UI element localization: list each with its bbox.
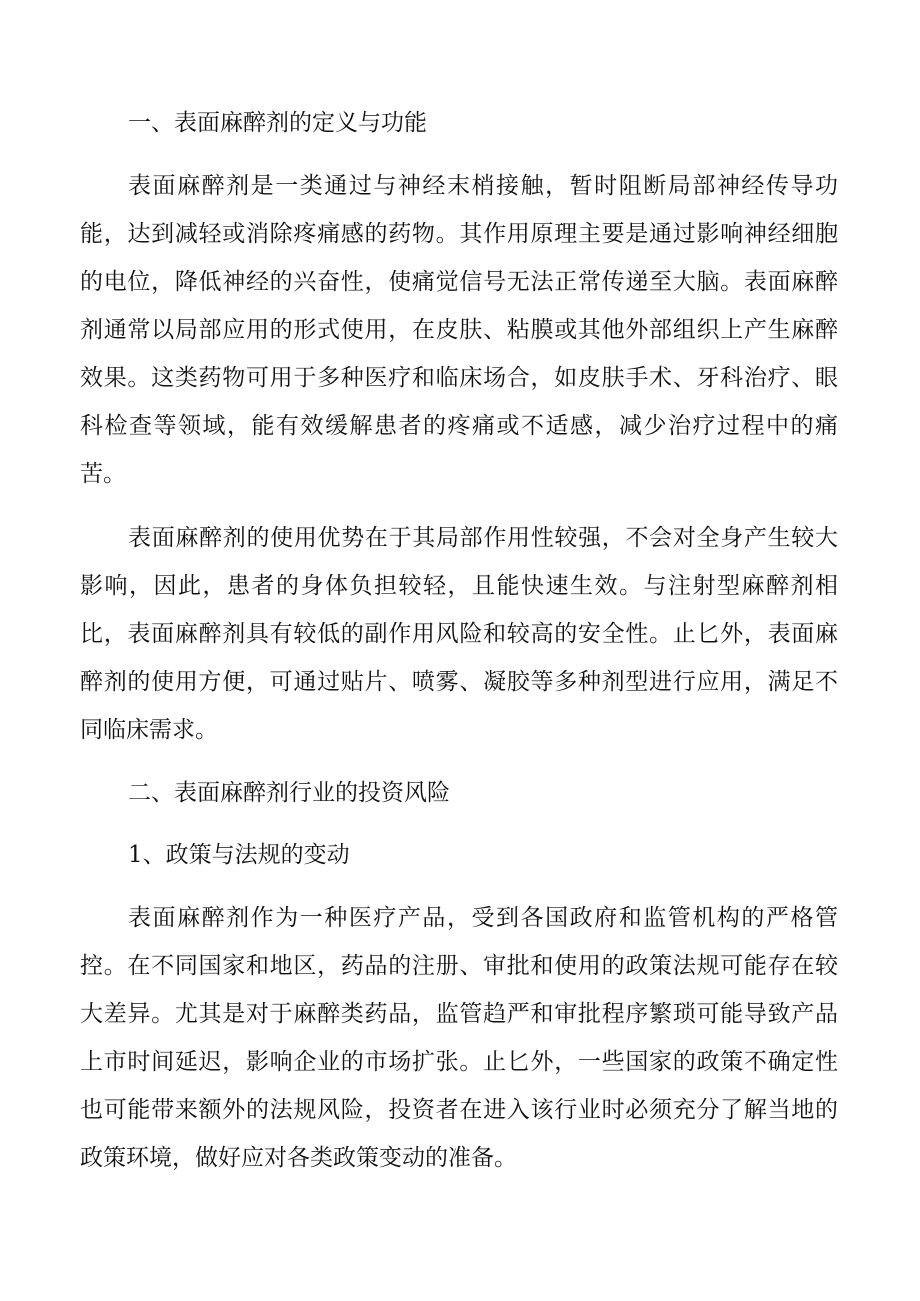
- section-heading-definition: 一、表面麻醉剂的定义与功能: [128, 110, 427, 136]
- paragraph-definition: 表面麻醉剂是一类通过与神经末梢接触，暂时阻断局部神经传导功能，达到减轻或消除疼痛感的药物。其作用原理主要是通过影响神经细胞的电位，降低神经的兴奋性，使痛觉信号无法正常传递至大脑。表面麻醉剂通常以局部应用的形式使用，在皮肤、粘膜或其他外部组织上产生麻醉效果。这类药物可用于多种医疗和临床场合，如皮肤手术、牙科治疗、眼科检查等领域，能有效缓解患者的疼痛或不适感，减少治疗过程中的痛苦。: [80, 173, 838, 487]
- paragraph-advantages: 表面麻醉剂的使用优势在于其局部作用性较强，不会对全身产生较大影响，因此，患者的身体负担较轻，且能快速生效。与注射型麻醉剂相比，表面麻醉剂具有较低的副作用风险和较高的安全性。止匕外，表面麻醉剂的使用方便，可通过贴片、喷雾、凝胶等多种剂型进行应用，满足不同临床需求。: [80, 525, 838, 743]
- subsection-heading-policy: 1、政策与法规的变动: [128, 842, 350, 868]
- paragraph-policy-risk: 表面麻醉剂作为一种医疗产品，受到各国政府和监管机构的严格管控。在不同国家和地区，药品的注册、审批和使用的政策法规可能存在较大差异。尤其是对于麻醉类药品，监管趋严和审批程序繁琐可能导致产品上市时间延迟，影响企业的市场扩张。止匕外，一些国家的政策不确定性也可能带来额外的法规风险，投资者在进入该行业时必须充分了解当地的政策环境，做好应对各类政策变动的准备。: [80, 905, 838, 1171]
- section-heading-investment-risk: 二、表面麻醉剂行业的投资风险: [128, 780, 450, 806]
